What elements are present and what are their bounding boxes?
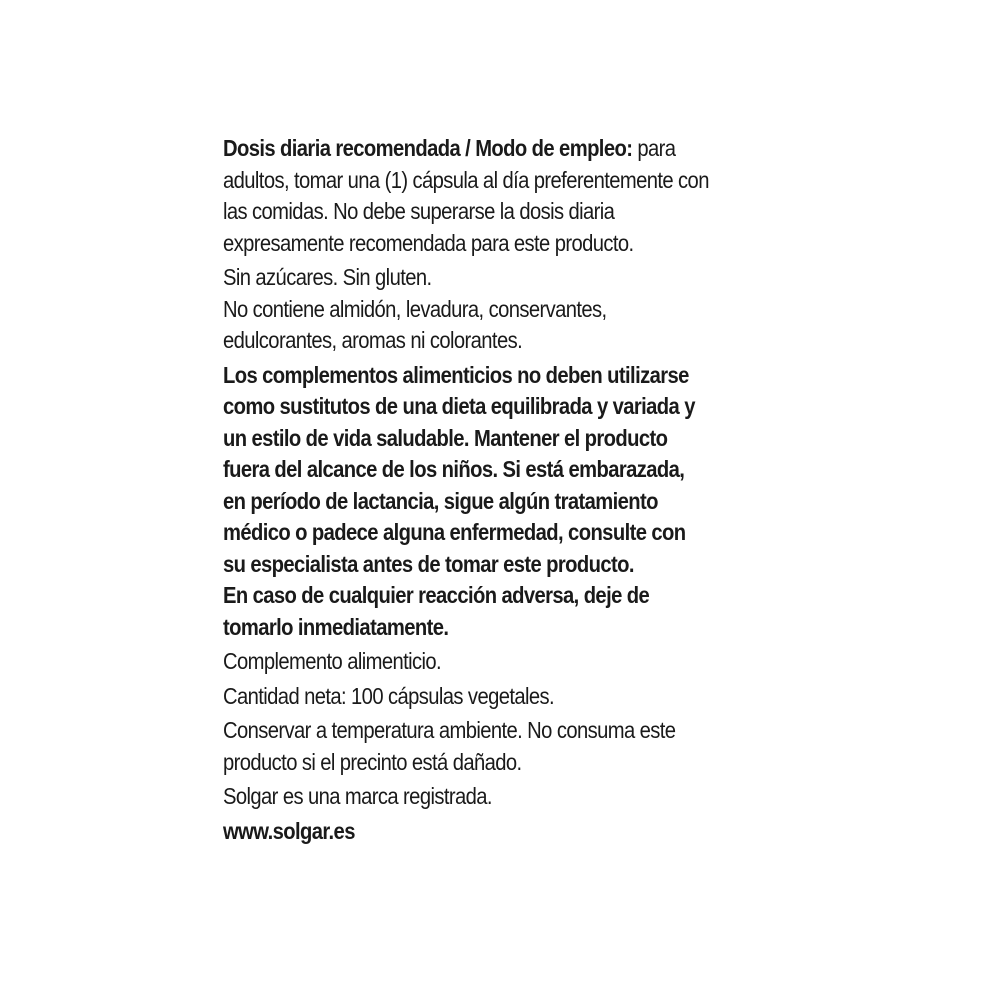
free-from-line: edulcorantes, aromas ni colorantes. (223, 327, 523, 353)
dosage-heading: Dosis diaria recomendada / Modo de empleo: (223, 135, 633, 161)
product-type-text: Complemento alimenticio. (223, 648, 442, 674)
dosage-line: las comidas. No debe superarse la dosis diaria (223, 198, 615, 224)
trademark-text: Solgar es una marca registrada. (223, 783, 492, 809)
trademark (223, 781, 793, 813)
warning-line: en período de lactancia, sigue algún tratamiento (223, 487, 658, 514)
product-type (223, 646, 793, 678)
dosage-line: adultos, tomar una (1) cápsula al día preferentemente con (223, 166, 709, 193)
website (223, 816, 793, 848)
warning-line: tomarlo inmediatamente. (223, 613, 449, 640)
dosage-first-line (223, 133, 793, 165)
net-quantity-text: Cantidad neta: 100 cápsulas vegetales. (223, 682, 555, 709)
website-link[interactable]: www.solgar.es (223, 817, 355, 844)
warning-line: En caso de cualquier reacción adversa, deje de (223, 582, 650, 608)
storage-line: Conservar a temperatura ambiente. No consuma este (223, 717, 676, 743)
storage-section (223, 715, 793, 778)
warning-line: fuera del alcance de los niños. Si está embarazada, (223, 456, 685, 482)
storage-line: producto si el precinto está dañado. (223, 748, 522, 775)
warning-section (223, 360, 793, 644)
dosage-line: expresamente recomendada para este producto. (223, 229, 634, 256)
dosage-first-line-text: para (632, 135, 676, 161)
warning-line: un estilo de vida saludable. Mantener el producto (223, 424, 668, 451)
warning-line: médico o padece alguna enfermedad, consulte con (223, 519, 686, 545)
warning-line: su especialista antes de tomar este producto. (223, 550, 634, 577)
dosage-section (223, 133, 793, 259)
free-from-section (223, 262, 793, 357)
warning-line: Los complementos alimenticios no deben utilizarse (223, 361, 689, 388)
label-text-block (223, 133, 793, 847)
net-quantity (223, 681, 793, 713)
free-from-line: No contiene almidón, levadura, conservantes, (223, 295, 607, 322)
warning-line: como sustitutos de una dieta equilibrada y variada y (223, 393, 695, 419)
free-from-line: Sin azúcares. Sin gluten. (223, 264, 432, 290)
